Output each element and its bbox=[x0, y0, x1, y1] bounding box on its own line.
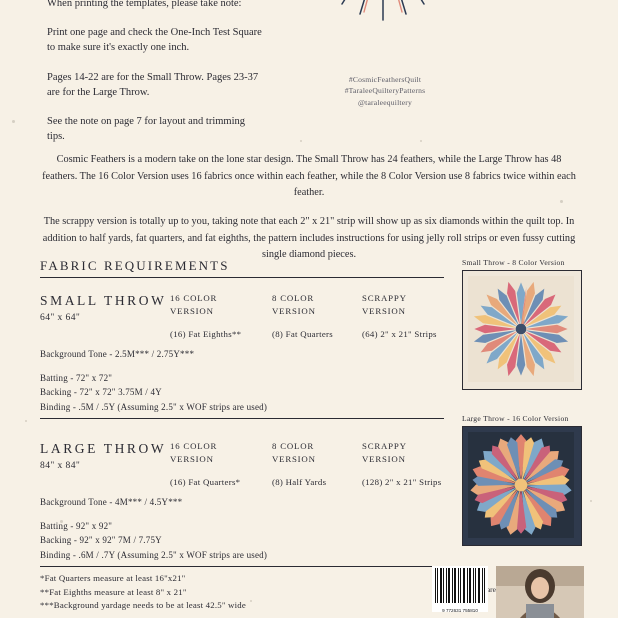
small-throw-size: 64" x 64" bbox=[40, 312, 81, 324]
hashtag-block bbox=[300, 74, 470, 108]
intro-paragraph-1: Cosmic Feathers is a modern take on the lone star design. The Small Throw has 24 feathers, while the Large Throw has 48 feathers. The 16 Color Version uses 16 fabrics once within each feather, while the 8 Color Version use 8 fabrics twice within each feather. bbox=[42, 154, 576, 199]
small-8-color-value: (8) Fat Quarters bbox=[272, 328, 333, 339]
small-scrappy-header: SCRAPPY VERSION bbox=[362, 293, 407, 316]
speck bbox=[590, 500, 592, 502]
fabric-requirements-heading: FABRIC REQUIREMENTS bbox=[40, 258, 230, 273]
large-star-svg bbox=[468, 432, 574, 538]
small-8-color-column bbox=[272, 292, 352, 340]
large-throw-mockup bbox=[462, 426, 582, 546]
barcode-number: 9 772631 755810 bbox=[442, 608, 478, 613]
small-throw-details bbox=[40, 347, 450, 414]
note-line-2: Print one page and check the One-Inch Test Square to make sure it's exactly one inch. bbox=[47, 27, 262, 54]
large-8-color-value: (8) Half Yards bbox=[272, 476, 327, 487]
footnotes bbox=[40, 572, 430, 613]
large-batting-line: Batting - 92" x 92" bbox=[40, 520, 113, 531]
large-throw-details bbox=[40, 495, 450, 562]
hashtag-1: #CosmicFeathersQuilt bbox=[348, 75, 422, 84]
small-throw-mockup bbox=[462, 270, 582, 390]
large-scrappy-header: SCRAPPY VERSION bbox=[362, 441, 407, 464]
small-scrappy-column bbox=[362, 292, 450, 340]
barcode-bars bbox=[434, 568, 486, 603]
large-16-color-value: (16) Fat Quarters* bbox=[170, 476, 241, 487]
speck bbox=[300, 140, 302, 142]
author-photo bbox=[496, 566, 584, 618]
note-line-1: When printing the templates, please take note: bbox=[47, 0, 242, 9]
small-batting-line: Batting - 72" x 72" bbox=[40, 372, 113, 383]
speck bbox=[420, 140, 422, 142]
note-line-4: See the note on page 7 for layout and trimming tips. bbox=[47, 116, 245, 143]
small-backing-line: Backing - 72" x 72" 3.75M / 4Y bbox=[40, 387, 162, 398]
small-scrappy-value: (64) 2" x 21" Strips bbox=[362, 328, 437, 339]
printing-notes bbox=[47, 0, 262, 159]
large-throw-name: LARGE THROW bbox=[40, 441, 167, 456]
intro-paragraph-2: The scrappy version is totally up to you, taking note that each 2" x 21" strip will show up as six diamonds within the quilt top. In addition to half yards, fat quarters, and fat eighths, the pattern includes instructions for using jelly roll strips or even fussy cutting single diamond pieces. bbox=[42, 216, 576, 261]
note-line-3: Pages 14-22 are for the Small Throw. Pages 23-37 are for the Large Throw. bbox=[47, 71, 259, 98]
author-photo-art bbox=[496, 566, 584, 618]
small-8-color-header: 8 COLOR VERSION bbox=[272, 293, 316, 316]
hashtag-2: #TaraleeQuilteryPatterns bbox=[344, 86, 426, 96]
large-throw-mockup-art bbox=[468, 432, 576, 540]
footnote-1: *Fat Quarters measure at least 16"x21" bbox=[40, 573, 186, 583]
speck bbox=[12, 120, 15, 123]
small-star-svg bbox=[468, 276, 574, 382]
large-throw-block bbox=[40, 440, 450, 563]
large-16-color-header: 16 COLOR VERSION bbox=[170, 441, 218, 464]
large-throw-size: 84" x 84" bbox=[40, 460, 81, 472]
small-16-color-value: (16) Fat Eighths** bbox=[170, 328, 242, 339]
large-scrappy-value: (128) 2" x 21" Strips bbox=[362, 476, 442, 487]
large-8-color-column bbox=[272, 440, 352, 488]
small-16-color-header: 16 COLOR VERSION bbox=[170, 293, 218, 316]
small-throw-block bbox=[40, 292, 450, 415]
divider-bottom bbox=[40, 566, 444, 567]
speck bbox=[25, 420, 27, 422]
footnote-2: **Fat Eighths measure at least 8" x 21" bbox=[40, 586, 187, 597]
small-throw-name: SMALL THROW bbox=[40, 293, 167, 308]
small-binding-line: Binding - .5M / .5Y (Assuming 2.5" x WOF strips are used) bbox=[40, 401, 268, 412]
small-throw-mockup-caption: Small Throw - 8 Color Version bbox=[462, 258, 565, 267]
small-background-line: Background Tone - 2.5M*** / 2.75Y*** bbox=[40, 349, 195, 360]
large-scrappy-column bbox=[362, 440, 450, 488]
barcode bbox=[432, 566, 488, 612]
mockup-credit: are bbox=[486, 585, 496, 594]
large-binding-line: Binding - .6M / .7Y (Assuming 2.5" x WOF strips are used) bbox=[40, 549, 268, 560]
divider-middle bbox=[40, 418, 444, 419]
large-throw-mockup-caption: Large Throw - 16 Color Version bbox=[462, 414, 569, 423]
large-background-line: Background Tone - 4M*** / 4.5Y*** bbox=[40, 497, 183, 508]
small-throw-mockup-art bbox=[468, 276, 576, 384]
barcode-svg bbox=[434, 568, 486, 603]
footnote-3: ***Background yardage needs to be at least 42.5" wide bbox=[40, 600, 246, 611]
large-8-color-header: 8 COLOR VERSION bbox=[272, 441, 316, 464]
small-16-color-column bbox=[170, 292, 255, 340]
large-backing-line: Backing - 92" x 92" 7M / 7.75Y bbox=[40, 535, 162, 546]
large-16-color-column bbox=[170, 440, 255, 488]
divider-top bbox=[40, 277, 444, 278]
hashtag-3: @taraleequiltery bbox=[357, 97, 413, 107]
